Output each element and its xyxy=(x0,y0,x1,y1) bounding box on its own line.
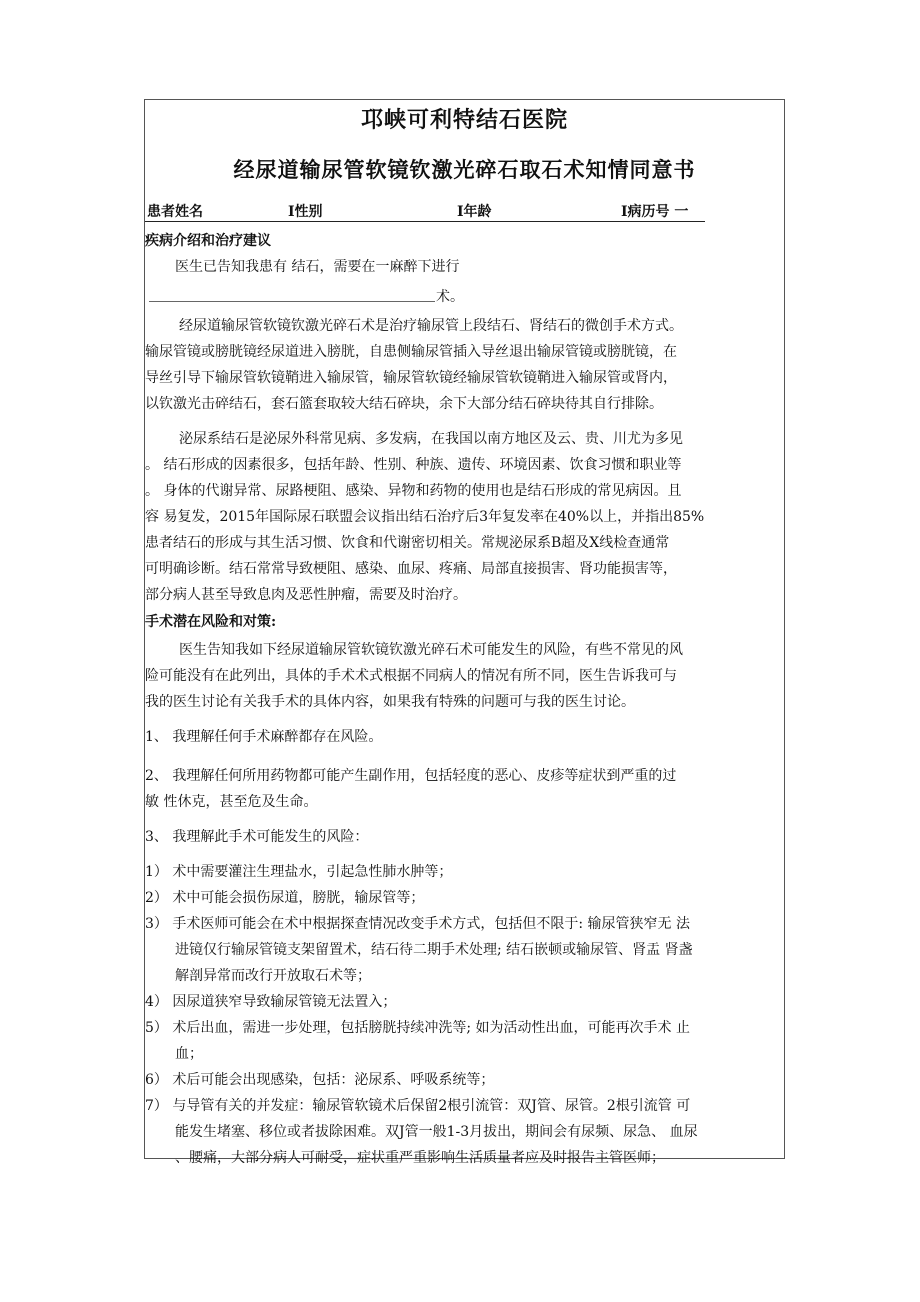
gender-label: I性别 xyxy=(288,204,323,220)
text-line: 经尿道输尿管软镜钦激光碎石术是治疗输尿管上段结石、肾结石的微创手术方式。 xyxy=(179,318,683,334)
section-heading-risks: 手术潜在风险和对策: xyxy=(145,614,277,630)
risk-item-continued: 、腰痛，大部分病人可耐受，症状重严重影响生活质量者应及时报告主管医师； xyxy=(175,1150,665,1166)
risk-item: 5） 术后出血，需进一步处理，包括膀胱持续冲洗等; 如为活动性出血，可能再次手术 止 xyxy=(145,1020,690,1036)
list-item: 3、 我理解此手术可能发生的风险： xyxy=(145,829,369,845)
risk-item: 6） 术后可能会出现感染，包括：泌尿系、呼吸系统等； xyxy=(145,1072,495,1088)
text-line: 。 身体的代谢异常、尿路梗阻、感染、异物和药物的使用也是结石形成的常见病因。且 xyxy=(145,483,682,499)
risk-item-continued: 血； xyxy=(175,1046,203,1062)
hospital-name: 邛峡可利特结石医院 xyxy=(360,107,568,133)
text-line: 患者结石的形成与其生活习惯、饮食和代谢密切相关。常规泌尿系B超及X线检查通常 xyxy=(145,535,670,551)
section-heading-disease: 疾病介绍和治疗建议 xyxy=(145,233,271,249)
risk-item: 3） 手术医师可能会在术中根据探查情况改变手术方式，包括但不限于: 输尿管狭窄无 法 xyxy=(145,916,690,932)
blank-fill-line xyxy=(149,301,435,302)
text-line: 医生告知我如下经尿道输尿管软镜钦激光碎石术可能发生的风险，有些不常见的风 xyxy=(179,642,683,658)
risk-item: 2） 术中可能会损伤尿道，膀胱，输尿管等； xyxy=(145,890,425,906)
risk-item: 1） 术中需要灌注生理盐水，引起急性肺水肿等； xyxy=(145,864,453,880)
risk-item: 7） 与导管有关的并发症：输尿管软镜术后保留2根引流管：双J管、尿管。2根引流管 可 xyxy=(145,1098,691,1114)
text-line: 险可能没有在此列出，具体的手术术式根据不同病人的情况有所不同，医生告诉我可与 xyxy=(145,668,677,684)
text-line: 容 易复发，2015年国际尿石联盟会议指出结石治疗后3年复发率在40%以上，并指出85% xyxy=(145,509,705,525)
text-line: 医生已告知我患有 结石，需要在一麻醉下进行 xyxy=(175,259,460,275)
text-line: 我的医生讨论有关我手术的具体内容，如果我有特殊的问题可与我的医生讨论。 xyxy=(145,694,635,710)
text-line: 术。 xyxy=(436,289,464,305)
text-line: 部分病人甚至导致息肉及恶性肿瘤，需要及时治疗。 xyxy=(145,587,467,603)
age-label: I年龄 xyxy=(457,204,492,220)
patient-name-label: 患者姓名 xyxy=(147,204,203,220)
text-line: 输尿管镜或膀胱镜经尿道进入膀胱，自患侧输尿管插入导丝退出输尿管镜或膀胱镜，在 xyxy=(145,344,677,360)
document-title: 经尿道输尿管软镜钦激光碎石取石术知情同意书 xyxy=(233,157,696,182)
text-line: 。 结石形成的因素很多，包括年龄、性别、种族、遗传、环境因素、饮食习惯和职业等 xyxy=(145,457,682,473)
list-item: 敏 性休克，甚至危及生命。 xyxy=(145,794,318,810)
risk-item-continued: 进镜仅行输尿管镜支架留置术，结石待二期手术处理; 结石嵌顿或输尿管、肾盂 肾盏 xyxy=(175,942,693,958)
risk-item-continued: 解剖异常而改行开放取石术等； xyxy=(175,968,371,984)
list-item: 2、 我理解任何所用药物都可能产生副作用，包括轻度的恶心、皮疹等症状到严重的过 xyxy=(145,768,677,784)
list-item: 1、 我理解任何手术麻醉都存在风险。 xyxy=(145,729,383,745)
text-line: 导丝引导下输尿管软镜鞘进入输尿管，输尿管软镜经输尿管软镜鞘进入输尿管或肾内， xyxy=(145,370,677,386)
text-line: 以钦激光击碎结石，套石篮套取较大结石碎块，余下大部分结石碎块待其自行排除。 xyxy=(145,396,663,412)
consent-form-frame xyxy=(144,99,785,1166)
record-number-label: I病历号 一 xyxy=(621,204,689,220)
risk-item-continued: 能发生堵塞、移位或者拔除困难。双J管一般1-3月拔出，期间会有尿频、尿急、 血尿 xyxy=(175,1124,698,1140)
text-line: 泌尿系结石是泌尿外科常见病、多发病，在我国以南方地区及云、贵、川尤为多见 xyxy=(179,431,683,447)
risk-item: 4） 因尿道狭窄导致输尿管镜无法置入； xyxy=(145,994,397,1010)
text-line: 可明确诊断。结石常常导致梗阻、感染、血尿、疼痛、局部直接损害、肾功能损害等， xyxy=(145,561,677,577)
patient-info-row xyxy=(145,199,705,222)
